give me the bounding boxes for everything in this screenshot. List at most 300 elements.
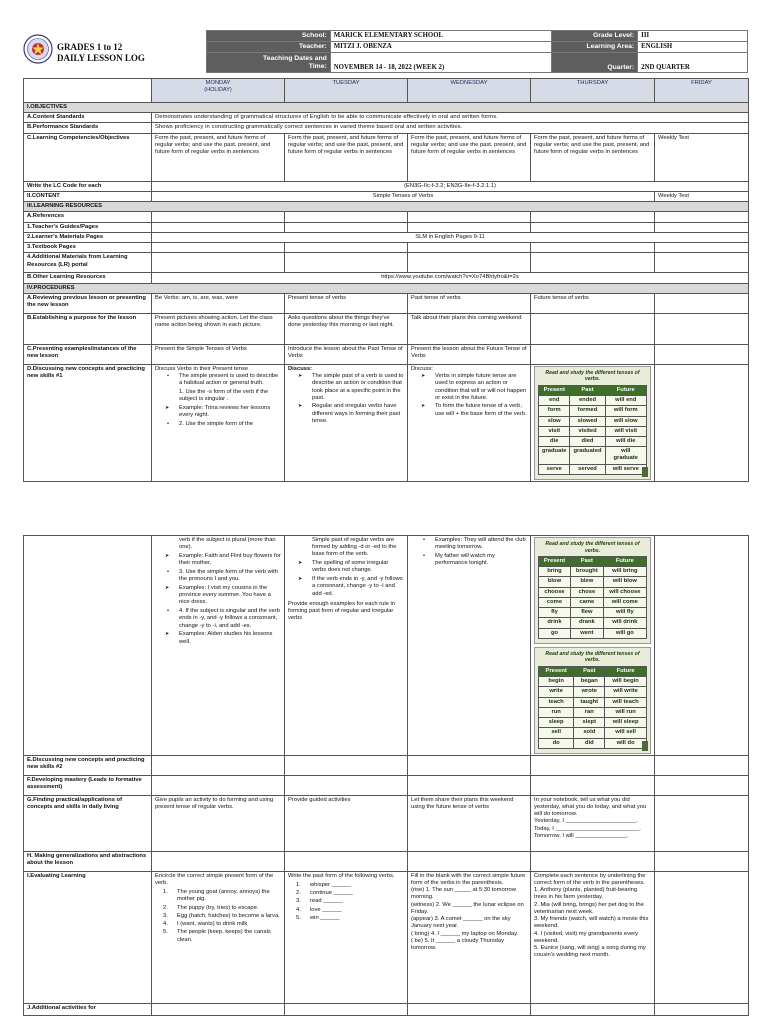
cell-empty [531,775,655,795]
verb-cell: flew [570,608,603,618]
deped-seal-icon [23,34,53,64]
verb-cell: die [539,436,570,446]
cell-empty [655,755,749,775]
verb-cell: will blow [603,577,646,587]
eval-item-text: win ______ [310,914,340,921]
discussing-1-wednesday [408,364,531,481]
list-item: • Examples: They will attend the club meeting tomorrow. [417,537,527,551]
establishing-tuesday: Asks questions about the things they've done yesterday this morning or last night. [285,313,408,344]
other-resources-link[interactable]: https://www.youtube.com/watch?v=Xo74Bhtyfro&t=2s [152,273,749,283]
presenting-wednesday: Present the lesson about the Future Tense of Verbs [408,344,531,364]
cell-empty [24,536,152,756]
verb-cell: ended [570,396,605,406]
eval-thu-line: 3. My friends (watch, will watch) a movie this weekend. [534,916,649,930]
verb-cell: go [539,628,571,638]
objectives-label: I.OBJECTIVES [24,103,749,113]
verb-cell: will go [603,628,646,638]
discussing-1-label: D.Discussing new concepts and practicing new skills #1 [24,364,152,481]
image-tab-icon [642,467,648,477]
list-item: 5. The people (keep, keeps) the canals clean. [163,929,271,943]
day-monday-note: (HOLIDAY) [204,87,232,94]
presenting-label: C.Presenting examples/instances of the new lesson [24,344,152,364]
lc-code-label: Write the LC Code for each [24,181,152,191]
list-item: 3. Egg (hatch, hatches) to become a larva. [163,912,280,919]
lc-code-text: (EN3G-IIc-f-3.2; EN3G-IIe-f-3.2.1.1) [152,181,749,191]
lm-pages-label: 2.Learner's Materials Pages [24,232,152,242]
establishing-label: B.Establishing a purpose for the lesson [24,313,152,344]
eval-thu-line: 5. Eunice (sang, will sing) a song during my cousin's wedding next month. [534,945,646,959]
cell-empty [152,243,285,253]
cell-empty [531,344,655,364]
corner-cell [24,79,152,103]
finding-thursday [531,795,655,851]
evaluating-label: I.Evaluating Learning [24,871,152,1003]
cell-empty [655,253,749,273]
verb-cell: will bring [603,567,646,577]
evaluating-row [24,871,749,1003]
dates-value: NOVEMBER 14 - 18, 2022 (WEEK 2) [330,53,552,73]
reviewing-tuesday: Present tense of verbs [285,293,408,313]
eval-item-text: The puppy (try, tries) to escape. [177,904,259,911]
reviewing-label: A.Reviewing previous lesson or presenting the new lesson [24,293,152,313]
list-item: ➤ The simple past of a verb is used to describe an action or condition that took place at a specific point in the past. [294,373,404,402]
finding-thursday-line-1: Yesterday, I ______________________. [534,818,639,825]
verb-table-title: Read and study the different tenses of verbs. [545,541,640,554]
discussing-1-tuesday [285,364,408,481]
evaluating-tuesday-instruction: Write the past form of the following verbs. [288,872,395,879]
learning-resources-label: III.LEARNING RESOURCES [24,202,749,212]
verb-cell: will run [605,707,647,717]
day-friday: FRIDAY [655,79,749,103]
verb-cell: come [539,597,571,607]
discussing-1-tuesday-note: Provide enough examples for each rule in forming past form of regular and irregular verbs [288,600,395,622]
verb-cell: will begin [605,677,647,687]
references-row [24,212,749,222]
verb-cell: choose [539,587,571,597]
lesson-grid-page-2 [23,535,749,1016]
performance-standards-label: B.Performance Standards [24,123,152,133]
verb-cell: served [570,464,605,474]
discussing-2-label: E.Discussing new concepts and practicing new skills #2 [24,755,152,775]
verb-table-2 [538,556,647,639]
evaluating-wednesday [408,871,531,1003]
verb-cell: will sell [605,728,647,738]
verb-table-3 [538,666,647,749]
verb-cell: will write [605,687,647,697]
list-item: ➤ The spelling of some irregular verbs does not change. [294,560,404,574]
verb-cell: graduate [539,447,570,464]
verb-cell: will end [605,396,646,406]
cell-empty [655,364,749,481]
list-item: 1. The young goat (annoy, annoys) the mother pig. [163,889,270,903]
competencies-tuesday: Form the past, present, and future forms of regular verbs; and use the past, present, and future form of regular verbs in sentences [285,133,408,181]
verb-cell: will serve [605,464,646,474]
tg-pages-label: 1.Teacher's Guides/Pages [24,222,152,232]
list-item: ➤ Examples: Alden studies his lessons well. [161,631,281,645]
day-thursday: THURSDAY [531,79,655,103]
eval-wed-line: (appear) 3. A comet ______ on the sky January next year. [411,916,511,930]
cell-empty [655,871,749,1003]
verb-cell: will do [605,738,647,748]
verb-cell: form [539,406,570,416]
verb-cell: ran [574,707,605,717]
learning-area-value: ENGLISH [638,42,748,53]
eval-thu-line: 4. I (visited, visit) my grandparents every weekend. [534,930,639,944]
verb-col-past: Past [574,666,605,676]
eval-item-text: whisper ______ [310,881,351,888]
finding-thursday-line-3: Tomorrow, I will ________________. [534,832,629,839]
finding-thursday-prompt: In your notebook, tell us what you did yesterday, what you do today, and what you will do tomorrow. [534,796,647,818]
cell-empty [655,775,749,795]
verb-cell: serve [539,464,570,474]
list-item: ➤ Examples: I visit my cousins in the province every summer. You have a nice dress. [161,585,281,607]
competencies-wednesday: Form the past, present, and future forms of regular verbs; and use the past, present, and future form of regular verbs in sentences [408,133,531,181]
teacher-value: MITZI J. OBENZA [330,42,552,53]
cell-empty [655,344,749,364]
cell-empty [655,243,749,253]
verb-cell: blow [539,577,571,587]
verb-cell: slept [574,718,605,728]
cell-empty [285,243,408,253]
cell-empty [285,212,408,222]
discussing-1-thursday [531,364,655,481]
grade-level-value: III [638,31,748,42]
performance-standards-row [24,123,749,133]
dates-label-line-2: Time: [308,62,327,70]
list-item: 4. I (want, wants) to drink milk [163,921,248,928]
finding-row [24,795,749,851]
verb-cell: end [539,396,570,406]
tg-pages-row [24,222,749,232]
title-line-1: GRADES 1 to 12 [57,42,123,52]
cell-empty [408,851,531,871]
cell-empty [408,222,531,232]
finding-wednesday: Let them share their plans this weekend using the future tense of verbs [408,795,531,851]
additional-materials-label: 4.Additional Materials from Learning Resources (LR) portal [24,253,152,273]
finding-monday: Give pupils an activity to do forming and using present tense of regular verbs. [152,795,285,851]
cell-empty [531,212,655,222]
verb-col-future: Future [603,557,646,567]
evaluating-monday-instruction: Encircle the correct simple present form of the verb. [155,872,274,886]
cell-empty [152,212,285,222]
cell-empty [531,222,655,232]
cell-empty [655,851,749,871]
eval-item-text: The people (keep, keeps) the canals clean. [177,929,271,943]
image-tab-icon [642,741,648,751]
establishing-monday: Present pictures showing action. Let the class name action being shown in each picture. [152,313,285,344]
list-item: ➤ If the verb ends in -y, and -y follows a consonant, change -y to -i and add -ed. [294,576,404,598]
cell-empty [285,755,408,775]
presenting-row [24,344,749,364]
list-item: verb if the subject is plural (more than one). [179,537,276,551]
quarter-label: Quarter: [552,53,638,73]
list-item: • 3. Use the simple form of the verb with the pronouns I and you. [161,569,281,583]
evaluating-monday [152,871,285,1003]
competencies-friday: Weekly Test [655,133,749,181]
content-standards-text: Demonstrates understanding of grammatical structures of English to be able to communicate effectively in oral and written forms. [152,113,749,123]
verb-cell: will graduate [605,447,646,464]
list-item: ➤ Example: Trina reviews her lessons every night. [161,405,281,419]
cell-empty [285,851,408,871]
verb-cell: went [570,628,603,638]
cell-empty [655,212,749,222]
cell-empty [531,243,655,253]
page-2 [0,530,768,1024]
days-header-row [24,79,749,103]
competencies-thursday: Form the past, present, and future forms of regular verbs; and use the past, present, and future form of regular verbs in sentences [531,133,655,181]
list-item: 5. win ______ [296,914,340,921]
competencies-monday: Form the past, present, and future forms of regular verbs; and use the past, present, and future form of regular verbs in sentences [152,133,285,181]
discussing-1-row [24,364,749,481]
eval-item-text: love ______ [310,906,342,913]
evaluating-tuesday [285,871,408,1003]
list-item: ➤ Example: Faith and Flint buy flowers for their mother. [161,553,281,567]
day-monday-label: MONDAY [205,80,231,86]
learning-area-label: Learning Area: [552,42,638,53]
verb-cell: will sleep [605,718,647,728]
generalizations-row [24,851,749,871]
verb-tense-image-2 [534,537,651,644]
verb-cell: will slow [605,416,646,426]
presenting-tuesday: Introduce the lesson about the Past Tense of Verbs [285,344,408,364]
verb-cell: wrote [574,687,605,697]
verb-table-title: Read and study the different tenses of verbs. [545,369,640,383]
verb-cell: graduated [570,447,605,464]
cell-empty [152,222,285,232]
cell-empty [152,775,285,795]
list-item: Simple past of regular verbs are formed by adding -d or -ed to the base form of the verb. [312,537,397,558]
cell-empty [285,253,408,273]
verb-col-present: Present [539,385,570,395]
cell-empty [408,1003,531,1015]
establishing-wednesday: Talk about their plans this coming weekend [408,313,531,344]
cell-empty [285,775,408,795]
procedures-label: IV.PROCEDURES [24,283,749,293]
verb-cell: do [539,738,574,748]
title-line-2: DAILY LESSON LOG [57,52,145,63]
verb-cell: will form [605,406,646,416]
content-friday: Weekly Test [655,191,749,201]
verb-cell: slow [539,416,570,426]
verb-tense-image-3 [534,647,651,754]
lm-pages-row [24,232,749,242]
verb-cell: slowed [570,416,605,426]
verb-cell: brought [570,567,603,577]
additional-materials-row [24,253,749,273]
presenting-monday: Present the Simple Tenses of Verbs [152,344,285,364]
other-resources-label: B.Other Learning Resources [24,273,152,283]
discussing-1-wednesday-continued [408,536,531,756]
discussing-1-continued-row [24,536,749,756]
title-block [57,42,145,64]
eval-item-text: continue ______ [310,890,353,897]
verb-cell: drank [570,618,603,628]
discussing-1-monday-continued [152,536,285,756]
verb-cell: began [574,677,605,687]
cell-empty [655,536,749,756]
teacher-label: Teacher: [207,42,331,53]
dates-label-line-1: Teaching Dates and [263,55,327,63]
cell-empty [152,851,285,871]
quarter-value: 2ND QUARTER [638,53,748,73]
list-item: 2. The puppy (try, tries) to escape. [163,904,259,911]
evaluating-thursday [531,871,655,1003]
list-item: 2. continue ______ [296,890,353,897]
discussing-1-thursday-continued [531,536,655,756]
verb-cell: will die [605,436,646,446]
cell-empty [655,313,749,344]
verb-table-title: Read and study the different tenses of verbs. [545,650,640,664]
verb-cell: write [539,687,574,697]
eval-thu-line: 2. Mia (will bring, brings) her pet dog to the veterinarian next week. [534,901,644,915]
list-item: ➤ Regular and irregular verbs have different ways in forming their past tense. [294,403,404,425]
verb-cell: fly [539,608,571,618]
verb-tense-image-1 [534,366,651,480]
dates-label [207,53,331,73]
list-item: • The simple present is used to describe a habitual action or general truth. [161,373,281,387]
cell-empty [408,253,531,273]
cell-empty [285,222,408,232]
cell-empty [655,222,749,232]
cell-empty [531,851,655,871]
cell-empty [408,243,531,253]
content-standards-label: A.Content Standards [24,113,152,123]
references-label: A.References [24,212,152,222]
cell-empty [408,755,531,775]
day-wednesday: WEDNESDAY [408,79,531,103]
page-1 [0,0,768,482]
eval-item-text: The young goat (annoy, annoys) the mother pig. [177,889,270,903]
cell-empty [408,775,531,795]
eval-wed-line: ( bring) 4. I ______ my laptop on Monday. [411,930,519,937]
additional-activities-row [24,1003,749,1015]
mastery-row [24,775,749,795]
discussing-1-tuesday-heading: Discuss: [288,365,313,372]
eval-wed-line: ( be) 5. It ______ a cloudy Thursday tomorrow. [411,937,505,952]
reviewing-row [24,293,749,313]
cell-empty [655,293,749,313]
verb-col-present: Present [539,557,571,567]
verb-cell: visited [570,426,605,436]
verb-cell: will drink [603,618,646,628]
header-info-table [206,30,748,73]
procedures-row [24,283,749,293]
grade-level-label: Grade Level: [552,31,638,42]
verb-cell: will come [603,597,646,607]
discussing-1-wednesday-heading: Discuss: [411,365,433,372]
list-item: 4. love ______ [296,906,342,913]
verb-cell: sell [539,728,574,738]
cell-empty [531,1003,655,1015]
reviewing-monday: Be Verbs: am, is, are, was, were [152,293,285,313]
verb-col-past: Past [570,385,605,395]
finding-tuesday: Provide guided activities [285,795,408,851]
verb-cell: taught [574,697,605,707]
verb-cell: will teach [605,697,647,707]
performance-standards-text: Shows proficiency in constructing grammatically correct sentences in varied theme based oral and written activities. [152,123,749,133]
verb-cell: will visit [605,426,646,436]
list-item: ➤ Verbs in simple future tense are used to express an action or condition that will or will not happen or exist in the future. [417,373,527,402]
verb-cell: visit [539,426,570,436]
reviewing-wednesday: Past tense of verbs [408,293,531,313]
list-item: • 2. Use the simple form of the [161,421,281,428]
competencies-label: C.Learning Competencies/Objectives [24,133,152,181]
verb-cell: blew [570,577,603,587]
verb-table-1 [538,385,647,475]
list-item: • 4. If the subject is singular and the verb ends in -y, and -y follows a consonant, change -y to -i, and add -es. [161,608,281,630]
list-item: ➤ To form the future tense of a verb, use will + the base form of the verb. [417,403,527,417]
eval-wed-line: Fill in the blank with the correct simple future form of the verbs in the parenthesis. [411,872,526,886]
header [23,30,748,74]
day-tuesday: TUESDAY [285,79,408,103]
cell-empty [531,313,655,344]
finding-thursday-line-2: Today, I __________________________. [534,825,641,832]
verb-cell: sold [574,728,605,738]
cell-empty [408,212,531,222]
discussing-2-row [24,755,749,775]
cell-empty [655,1003,749,1015]
day-monday [152,79,285,103]
verb-cell: sleep [539,718,574,728]
school-value: MARICK ELEMENTARY SCHOOL [330,31,552,42]
verb-cell: chose [570,587,603,597]
lesson-grid-page-1 [23,78,749,482]
school-label: School: [207,31,331,42]
textbook-pages-row [24,243,749,253]
lc-code-row [24,181,749,191]
reviewing-thursday: Future tense of verbs [531,293,655,313]
mastery-label: F.Developing mastery (Leads to formative assessment) [24,775,152,795]
objectives-row [24,103,749,113]
discussing-1-monday-heading: Discuss Verbs in their Present tense [155,365,249,372]
competencies-row [24,133,749,181]
verb-cell: came [570,597,603,607]
cell-empty [152,1003,285,1015]
verb-cell: drink [539,618,571,628]
eval-thu-line: 1. Anthony (plants, planted) fruit-bearing trees in his farm yesterday. [534,887,638,901]
eval-item-text: read ______ [310,898,343,905]
cell-empty [531,253,655,273]
finding-label: G.Finding practical/applications of concepts and skills in daily living [24,795,152,851]
verb-cell: will choose [603,587,646,597]
cell-empty [531,755,655,775]
eval-thu-line: Complete each sentence by underlining the correct form of the verb in the parentheses. [534,872,646,886]
verb-cell: will fly [603,608,646,618]
cell-empty [655,795,749,851]
verb-cell: run [539,707,574,717]
verb-cell: begin [539,677,574,687]
lm-pages-text: SLM in English Pages 9-11 [152,232,749,242]
eval-item-text: I (want, wants) to drink milk [177,921,248,928]
eval-wed-line: (rise) 1. The sun _____ at 5:30 tomorrow morning. [411,887,516,901]
verb-col-present: Present [539,666,574,676]
eval-item-text: Egg (hatch, hatches) to become a larva. [177,912,280,919]
generalizations-label: H. Making generalizations and abstractions about the lesson [24,851,152,871]
additional-activities-label: J.Additional activities for [24,1003,152,1015]
cell-empty [152,253,285,273]
verb-col-future: Future [605,385,646,395]
verb-cell: teach [539,697,574,707]
eval-wed-line: (witness) 2. We ______ the lunar eclipse on Friday. [411,901,524,915]
content-text: Simple Tenses of Verbs [152,191,655,201]
cell-empty [285,1003,408,1015]
cell-empty [152,755,285,775]
list-item: 1. Use the -s form of the verb if the subject is singular . [179,389,269,403]
verb-cell: formed [570,406,605,416]
content-label: II.CONTENT [24,191,152,201]
content-row [24,191,749,201]
verb-col-past: Past [570,557,603,567]
